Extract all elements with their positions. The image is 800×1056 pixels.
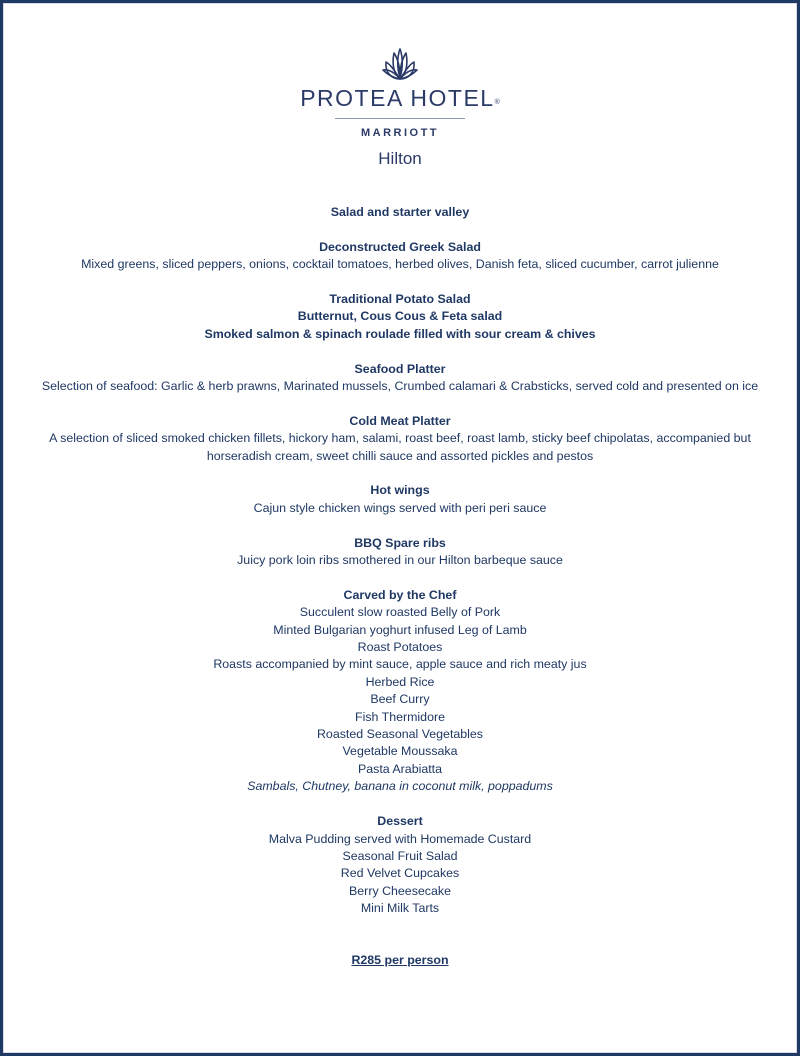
carvery-item: Roasted Seasonal Vegetables (316, 727, 484, 742)
brand-partner: Hilton (378, 149, 422, 168)
registered-mark: ® (494, 99, 500, 106)
carvery-item: Minted Bulgarian yoghurt infused Leg of Lamb (273, 622, 527, 637)
brand-header (3, 47, 797, 169)
carvery-item: Roasts accompanied by mint sauce, apple sauce and rich meaty jus (213, 657, 587, 672)
seafood-platter-title: Seafood Platter (354, 361, 446, 376)
butternut-salad-title: Butternut, Cous Cous & Feta salad (297, 309, 503, 324)
cold-meat-desc: A selection of sliced smoked chicken fillets, hickory ham, salami, roast beef, roast lamb, sticky beef chipolatas, accompanied but horseradish cream, sweet chilli sauce and assorted pickles and pestos (49, 431, 751, 463)
dessert-item: Mini Milk Tarts (360, 901, 440, 916)
spare-ribs-desc: Juicy pork loin ribs smothered in our Hilton barbeque sauce (237, 553, 563, 568)
carvery-note: Sambals, Chutney, banana in coconut milk, poppadums (247, 779, 553, 794)
carvery-item: Roast Potatoes (357, 640, 443, 655)
carvery-item: Pasta Arabiatta (357, 761, 443, 776)
menu-title: Salad and starter valley (330, 205, 470, 219)
carvery-title: Carved by the Chef (343, 587, 457, 602)
carvery-item: Herbed Rice (365, 674, 435, 689)
dessert-item: Berry Cheesecake (349, 883, 451, 898)
spare-ribs-title: BBQ Spare ribs (354, 535, 446, 550)
dessert-item: Red Velvet Cupcakes (340, 866, 460, 881)
menu-content (3, 204, 797, 970)
salmon-roulade-title: Smoked salmon & spinach roulade filled with sour cream & chives (204, 326, 596, 341)
seafood-platter-desc: Selection of seafood: Garlic & herb prawns, Marinated mussels, Crumbed calamari & Crabsticks, served cold and presented on ice (41, 379, 759, 394)
brand-name: PROTEA HOTEL® (300, 85, 500, 111)
dessert-title: Dessert (377, 814, 423, 829)
hot-wings-desc: Cajun style chicken wings served with peri peri sauce (253, 500, 547, 515)
carvery-item: Fish Thermidore (355, 709, 445, 724)
brand-sub: MARRIOTT (360, 127, 440, 139)
brand-divider (335, 118, 465, 119)
price-label: R285 per person (351, 953, 449, 968)
protea-flower-icon (380, 47, 420, 81)
dessert-item: Malva Pudding served with Homemade Custard (268, 831, 532, 846)
greek-salad-desc: Mixed greens, sliced peppers, onions, cocktail tomatoes, herbed olives, Danish feta, sliced cucumber, carrot julienne (81, 257, 719, 272)
dessert-item: Seasonal Fruit Salad (342, 848, 458, 863)
carvery-item: Vegetable Moussaka (342, 744, 458, 759)
potato-salad-title: Traditional Potato Salad (329, 292, 471, 306)
hot-wings-title: Hot wings (370, 483, 430, 498)
carvery-item: Beef Curry (370, 692, 430, 707)
cold-meat-title: Cold Meat Platter (349, 413, 451, 428)
greek-salad-title: Deconstructed Greek Salad (319, 239, 481, 254)
carvery-item: Succulent slow roasted Belly of Pork (299, 605, 501, 620)
